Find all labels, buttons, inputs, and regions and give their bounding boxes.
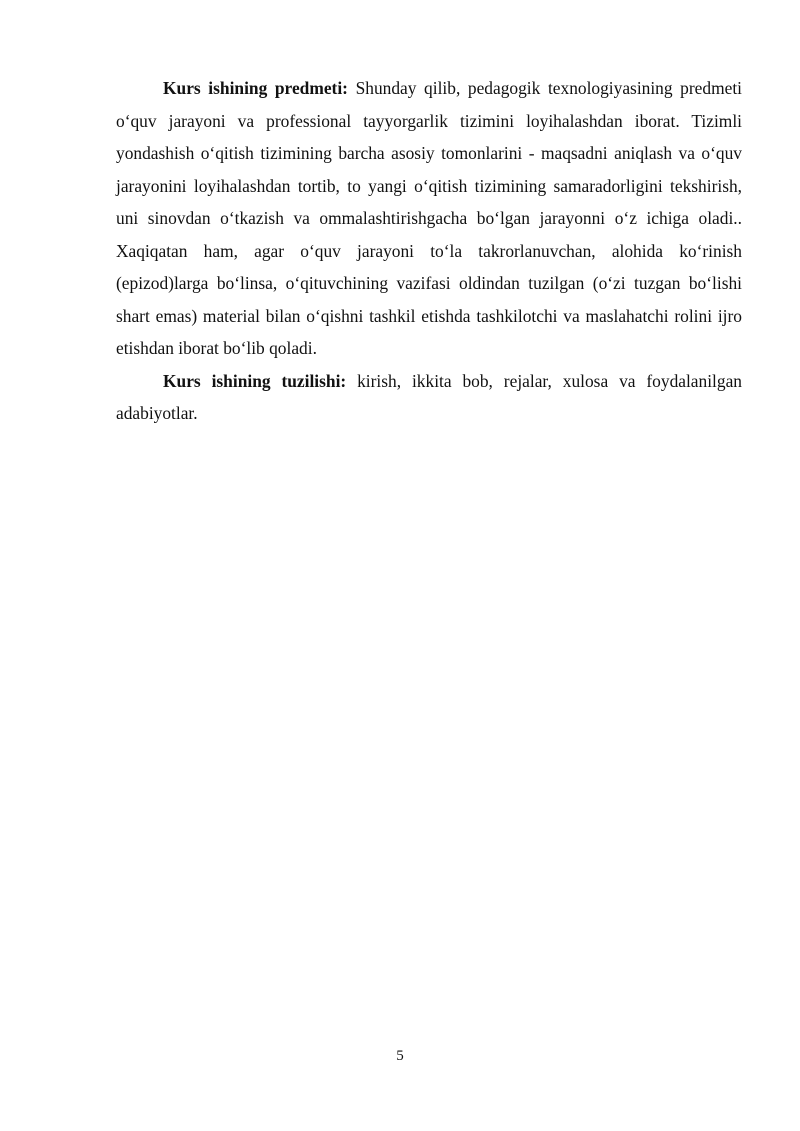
- page-number: 5: [396, 1048, 404, 1064]
- paragraph-structure: [116, 365, 742, 430]
- paragraph-subject-text: Shunday qilib, pedagogik texnologiyasining predmeti o‘quv jarayoni va professional tayyorgarlik tizimini loyihalashdan iborat. Tizimli yondashish o‘qitish tizimining barcha asosiy tomonlarini - maqsadni aniqlash va o‘quv jarayonini loyihalashdan tortib, to yangi o‘qitish tizimining samaradorligini tekshirish, uni sinovdan o‘tkazish va ommalashtirishgacha bo‘lgan jarayonni o‘z ichiga oladi.. Xaqiqatan ham, agar o‘quv jarayoni to‘la takrorlanuvchan, alohida ko‘rinish (epizod)larga bo‘linsa, o‘qituvchining vazifasi oldindan tuzilgan (o‘zi tuzgan bo‘lishi shart emas) material bilan o‘qishni tashkil etishda tashkilotchi va maslahatchi rolini ijro etishdan iborat bo‘lib qoladi.: [116, 78, 742, 358]
- paragraph-subject: [116, 72, 742, 365]
- paragraph-subject-heading: Kurs ishining predmeti:: [163, 78, 348, 98]
- paragraph-structure-heading: Kurs ishining tuzilishi:: [163, 370, 347, 391]
- document-body: [116, 72, 742, 430]
- paragraph-structure-text: kirish, ikkita bob, rejalar, xulosa va foydalanilgan adabiyotlar.: [116, 370, 742, 423]
